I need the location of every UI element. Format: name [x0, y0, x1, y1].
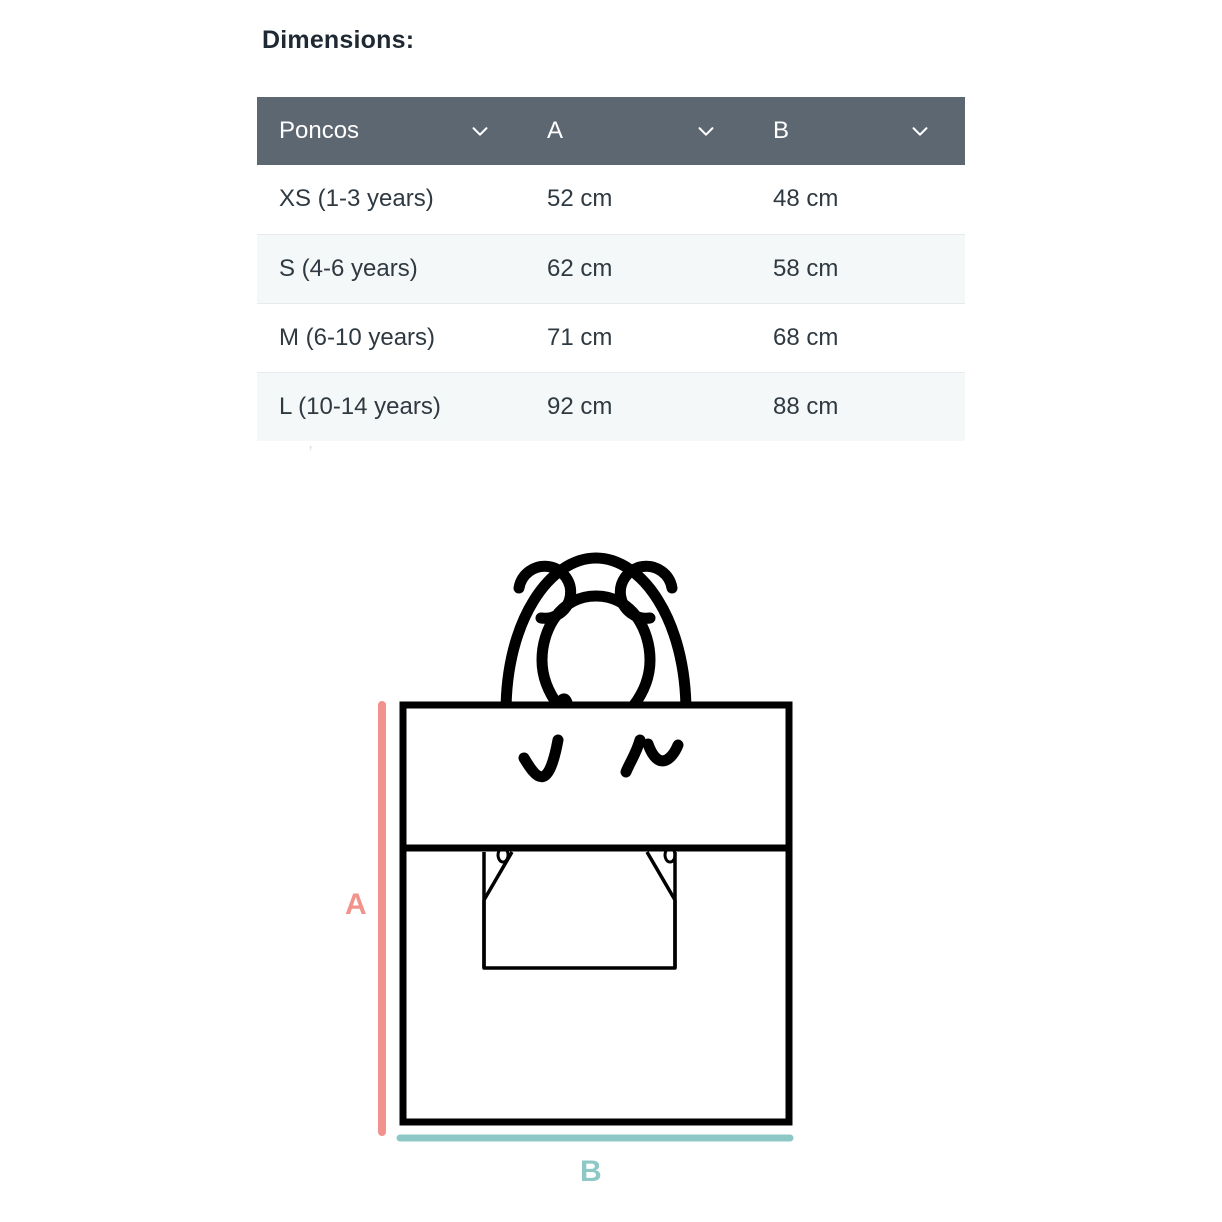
column-header-a[interactable] [525, 97, 751, 165]
table-row [257, 303, 965, 372]
chevron-down-icon[interactable] [469, 120, 491, 142]
measure-label-a: A [345, 888, 367, 921]
measure-label-b: B [580, 1155, 602, 1188]
poncho-diagram [300, 500, 920, 1200]
cell-a: 62 cm [525, 234, 751, 303]
cell-size: S (4-6 years) [257, 234, 525, 303]
cell-a: 52 cm [525, 165, 751, 234]
cell-a: 92 cm [547, 392, 613, 420]
table-row [257, 165, 965, 234]
chevron-down-icon[interactable] [909, 120, 931, 142]
cell-a: 71 cm [525, 303, 751, 372]
column-header-b-label: B [773, 117, 790, 144]
page-title: Dimensions: [262, 26, 415, 54]
cell-b: 58 cm [751, 234, 965, 303]
table-body [257, 165, 965, 441]
cell-size: M (6-10 years) [257, 303, 525, 372]
table-row [257, 372, 965, 441]
cell-b: 68 cm [751, 303, 965, 372]
table-header-row [257, 97, 965, 165]
column-header-poncos[interactable] [257, 97, 525, 165]
table-row [257, 234, 965, 303]
column-header-a-label: A [547, 117, 564, 144]
chevron-down-icon[interactable] [695, 120, 717, 142]
column-header-b[interactable] [751, 97, 965, 165]
table-tail-artifact: , [308, 432, 314, 452]
dimensions-table [257, 97, 965, 441]
cell-size: L (10-14 years) [279, 392, 441, 420]
table-header [257, 97, 965, 165]
cell-size: XS (1-3 years) [257, 165, 525, 234]
cell-b: 88 cm [773, 392, 839, 420]
cell-b: 48 cm [751, 165, 965, 234]
column-header-poncos-label: Poncos [279, 117, 360, 144]
